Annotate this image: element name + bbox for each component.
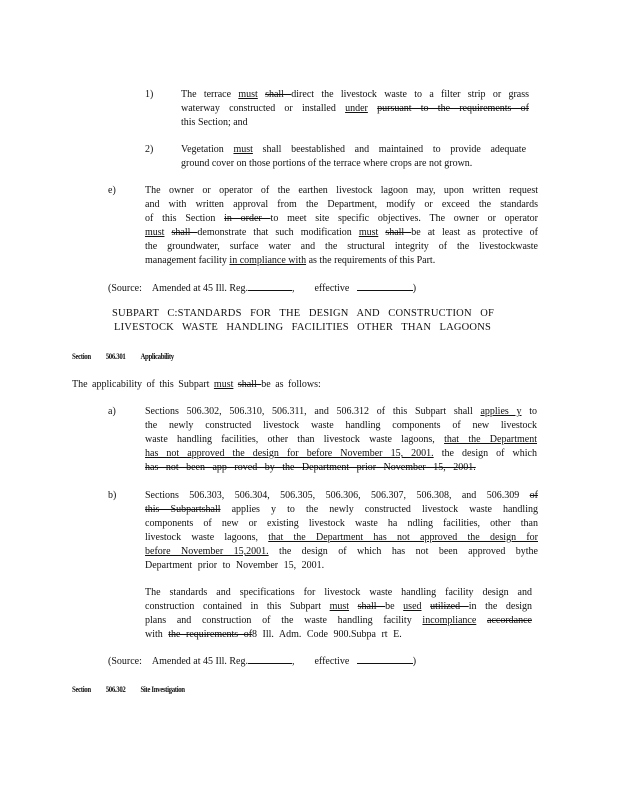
item-letter: b) xyxy=(108,490,117,501)
item-number: 2) xyxy=(145,144,154,155)
item-2-text: Vegetation must shall beestablished and maintained to provide adequate ground cover on those portions of the terrace where crops are not grown. xyxy=(181,144,527,169)
subpart-heading-line-1: SUBPART C:STANDARDS FOR THE DESIGN AND CONSTRUCTION OF xyxy=(112,308,495,319)
item-letter: a) xyxy=(108,406,116,417)
item-e-text: The owner or operator of the earthen livestock lagoon may, upon written request and with written approval from the Department, modify or exceed the standards of this Section in order to meet site specific objectives. The owner or operator must shall demonstrate that such modification must shall be at least as protective of the groundwater, surface water and the structural integrity of the livestockwaste management facility in compliance with as the requirements of this Part. xyxy=(145,185,539,266)
item-a-text: Sections 506.302, 506.310, 506.311, and 506.312 of this Subpart shall applies y to the newly constructed livestock waste handling components of new livestock waste handling facilities, other than livestock waste lagoons, that the Department has not approved the design for before November 15, 2001. the design of which has not been app roved by the Department prior November 15, 2001. xyxy=(145,406,538,473)
section-heading: Section 506.302 Site Investigation xyxy=(72,685,185,694)
item-b-text: Sections 506.303, 506.304, 506.305, 506.306, 506.307, 506.308, and 506.309 of this Subpartshall applies y to the newly constructed livestock waste handling components of new or existing livestock waste ha ndling facilities, other than livestock waste lagoons, that the Department has not approved the design for before November 15,2001. the design of which has not been approved bythe Department prior to November 15, 2001. xyxy=(145,490,538,571)
item-number: 1) xyxy=(145,89,154,100)
item-1-text: The terrace must shall direct the livestock waste to a filter strip or grass waterway constructed or installed under pursuant to the requirements of this Section; and xyxy=(181,89,530,128)
applicability-intro: The applicability of this Subpart must shall be as follows: xyxy=(72,379,321,390)
source-note: (Source: Amended at 45 Ill. Reg. , effective ) xyxy=(108,283,417,294)
source-note: (Source: Amended at 45 Ill. Reg. , effective ) xyxy=(108,656,417,667)
item-letter: e) xyxy=(108,185,116,196)
subpart-heading-line-2: LIVESTOCK WASTE HANDLING FACILITIES OTHER THAN LAGOONS xyxy=(114,322,492,333)
section-heading: Section 506.301 Applicability xyxy=(72,352,174,361)
standards-paragraph: The standards and specifications for livestock waste handling facility design and construction contained in this Subpart must shall be used utilized in the design plans and construction of the waste handling facility incompliance accordance with the requirements of8 Ill. Adm. Code 900.Subpa rt E. xyxy=(145,587,532,640)
